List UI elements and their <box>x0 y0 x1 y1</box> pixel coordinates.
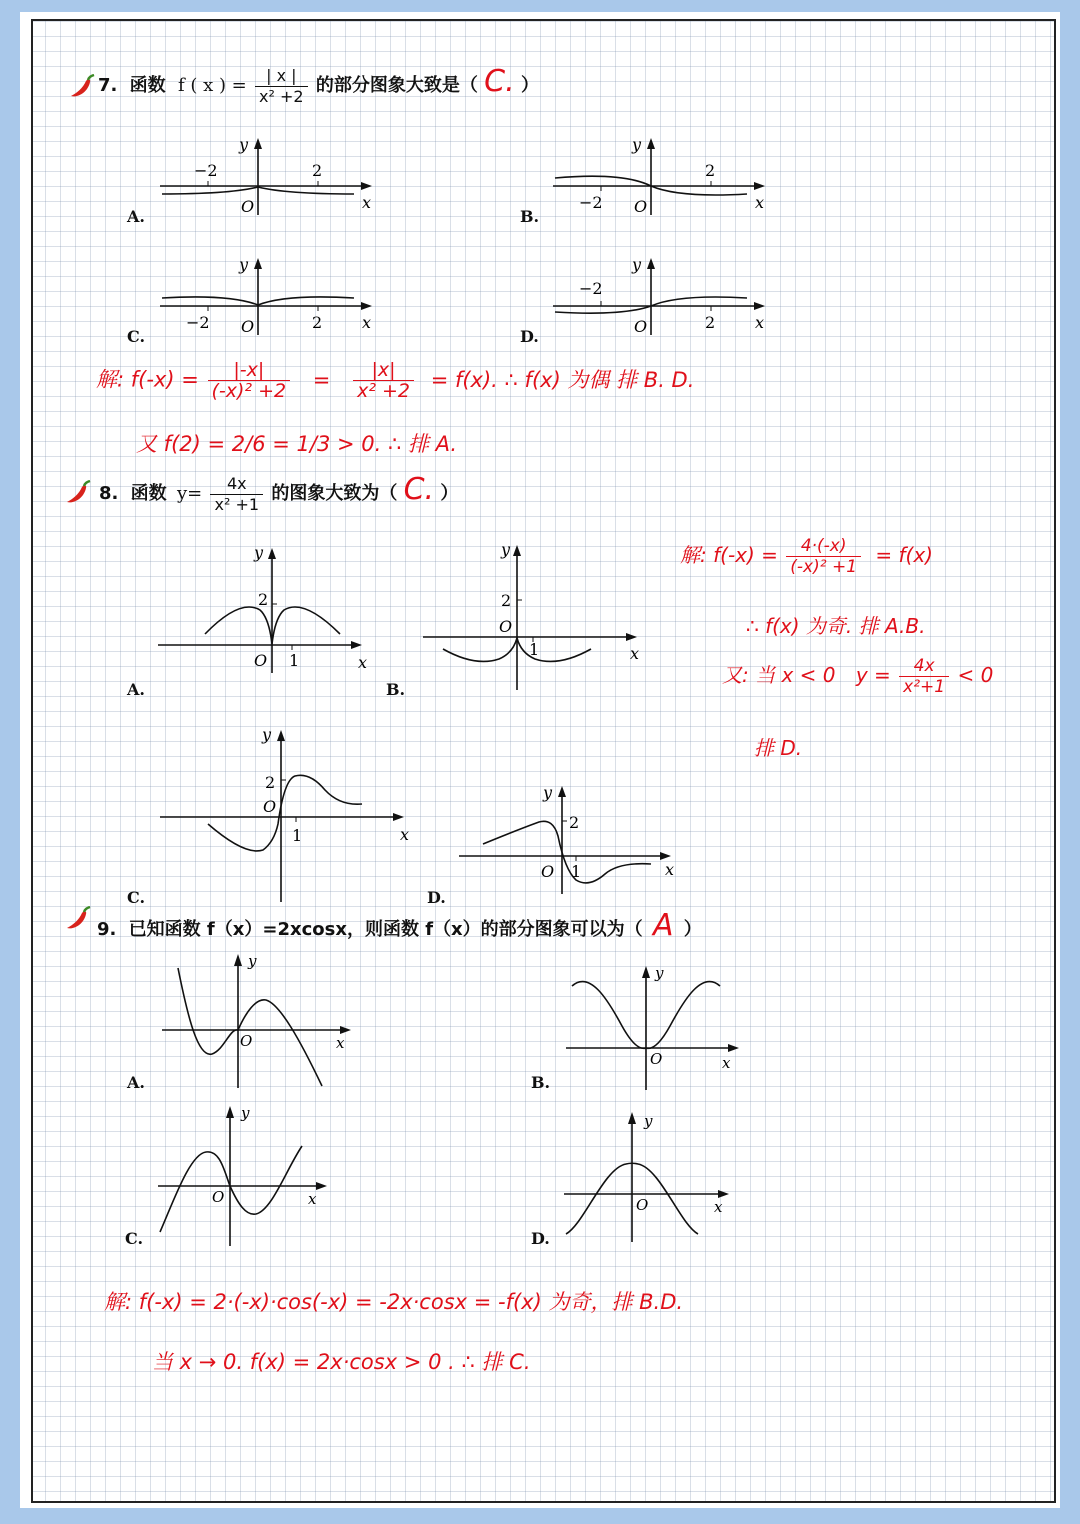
tick-label: 2 <box>312 313 323 332</box>
denominator: x²+1 <box>903 677 946 697</box>
closing-paren: ） <box>440 483 459 504</box>
q9-solution-line2: 当 x → 0. f(x) = 2x·cosx > 0 . ∴ 排 C. <box>152 1350 531 1374</box>
x-axis-label: x <box>755 313 765 332</box>
function-lhs: f ( x ) = <box>177 75 247 96</box>
chili-icon <box>64 480 92 506</box>
question-7 <box>98 64 539 107</box>
x-axis-label: x <box>665 860 675 879</box>
origin-label: O <box>241 197 255 216</box>
numerator: 4x <box>899 656 949 677</box>
solution-text: = f(x). ∴ f(x) 为偶 排 B. D. <box>430 367 695 392</box>
origin-label: O <box>634 197 648 216</box>
question-text: 已知函数 f（x）=2xcosx，则函数 f（x）的部分图象可以为（ <box>128 919 643 940</box>
closing-paren: ） <box>520 75 539 96</box>
option-label: A. <box>127 1073 145 1092</box>
origin-label: O <box>636 1196 649 1214</box>
option-label: A. <box>127 207 145 226</box>
y-axis-label: y <box>644 1112 653 1130</box>
denominator: x² +2 <box>259 86 304 106</box>
tick-label: 1 <box>571 862 582 881</box>
solution-text: < 0 <box>957 663 994 687</box>
question-number: 9. <box>97 919 117 940</box>
tick-label: 2 <box>569 813 580 832</box>
solution-text: 解: f(-x) = <box>96 367 199 392</box>
fraction <box>208 360 291 401</box>
question-number: 7. <box>98 75 118 96</box>
function-lhs: y= <box>176 483 203 504</box>
tick-label: 2 <box>705 313 716 332</box>
q9-graph-b <box>560 960 750 1095</box>
y-axis-label: y <box>632 135 642 154</box>
y-axis-label: y <box>501 540 511 559</box>
origin-label: O <box>650 1050 663 1068</box>
q7-graph-d <box>543 250 783 340</box>
q8-graph-c <box>150 720 420 905</box>
handwritten-answer: C. <box>403 472 435 507</box>
x-axis-label: x <box>358 653 368 672</box>
tick-label: −2 <box>579 193 603 212</box>
q7-solution-line1 <box>96 360 694 401</box>
y-axis-label: y <box>262 725 272 744</box>
origin-label: O <box>240 1032 253 1050</box>
option-label: D. <box>427 888 446 907</box>
tick-label: 1 <box>292 826 303 845</box>
origin-label: O <box>212 1188 225 1206</box>
numerator: | x | <box>255 66 308 87</box>
question-8 <box>99 472 458 515</box>
origin-label: O <box>499 617 513 636</box>
fraction <box>255 66 308 107</box>
tick-label: 2 <box>312 161 323 180</box>
x-axis-label: x <box>362 313 372 332</box>
q8-graph-d <box>455 776 695 896</box>
solution-text: y = <box>855 663 891 687</box>
q7-solution-line2: 又 f(2) = 2/6 = 1/3 > 0. ∴ 排 A. <box>136 432 458 456</box>
x-axis-label: x <box>400 825 410 844</box>
x-axis-label: x <box>630 644 640 663</box>
q9-graph-a <box>150 948 365 1093</box>
q7-graph-c <box>150 250 390 340</box>
fraction <box>353 360 414 401</box>
y-axis-label: y <box>248 952 257 970</box>
numerator: 4·(-x) <box>786 536 861 557</box>
x-axis-label: x <box>336 1034 345 1052</box>
tick-label: 1 <box>529 640 540 659</box>
option-label: C. <box>127 888 146 907</box>
x-axis-label: x <box>308 1190 317 1208</box>
fraction <box>899 656 949 697</box>
option-label: B. <box>520 207 540 226</box>
q8-solution-line4: 排 D. <box>754 736 803 760</box>
fraction <box>786 536 861 577</box>
question-9 <box>97 908 702 943</box>
option-label: C. <box>125 1229 144 1248</box>
chili-icon <box>68 74 96 100</box>
solution-text: 解: f(-x) = <box>680 543 778 567</box>
x-axis-label: x <box>755 193 765 212</box>
handwritten-answer: A <box>652 908 674 943</box>
tick-label: 2 <box>265 773 276 792</box>
handwritten-answer: C. <box>484 64 515 99</box>
question-suffix: 的部分图象大致是（ <box>315 75 478 96</box>
origin-label: O <box>241 317 255 336</box>
tick-label: 1 <box>289 651 300 670</box>
q7-graph-b <box>543 130 783 220</box>
question-prefix: 函数 <box>129 75 166 96</box>
tick-label: 2 <box>705 161 716 180</box>
option-label: C. <box>127 327 146 346</box>
denominator: x² +1 <box>214 494 260 514</box>
q8-graph-a <box>150 538 380 678</box>
q8-solution-line2: ∴ f(x) 为奇. 排 A.B. <box>746 614 926 638</box>
tick-label: 2 <box>258 590 269 609</box>
denominator: x² +2 <box>357 380 410 402</box>
chili-icon <box>64 906 92 932</box>
x-axis-label: x <box>722 1054 731 1072</box>
option-label: B. <box>531 1073 551 1092</box>
q8-solution-line1 <box>680 536 933 577</box>
q8-graph-b <box>415 535 655 695</box>
option-label: A. <box>127 680 145 699</box>
tick-label: 2 <box>501 591 512 610</box>
numerator: |-x| <box>208 360 291 381</box>
x-axis-label: x <box>714 1198 723 1216</box>
solution-text: = <box>312 367 331 392</box>
option-label: D. <box>531 1229 550 1248</box>
origin-label: O <box>263 797 277 816</box>
option-label: D. <box>520 327 539 346</box>
q9-solution-line1: 解: f(-x) = 2·(-x)·cos(-x) = -2x·cosx = -f(x) 为奇，排 B.D. <box>104 1290 684 1314</box>
q9-graph-c <box>150 1100 340 1250</box>
numerator: |x| <box>353 360 414 381</box>
q9-graph-d <box>560 1106 745 1246</box>
tick-label: −2 <box>579 279 603 298</box>
question-number: 8. <box>99 483 119 504</box>
numerator: 4x <box>210 474 263 495</box>
tick-label: −2 <box>186 313 210 332</box>
y-axis-label: y <box>543 783 553 802</box>
y-axis-label: y <box>239 255 249 274</box>
tick-label: −2 <box>194 161 218 180</box>
y-axis-label: y <box>239 135 249 154</box>
y-axis-label: y <box>632 255 642 274</box>
fraction <box>210 474 263 515</box>
y-axis-label: y <box>254 543 264 562</box>
y-axis-label: y <box>241 1104 250 1122</box>
origin-label: O <box>541 862 555 881</box>
y-axis-label: y <box>655 964 664 982</box>
q7-graph-a <box>150 130 390 220</box>
question-prefix: 函数 <box>130 483 167 504</box>
solution-text: 又: 当 x < 0 <box>722 663 836 687</box>
solution-text: = f(x) <box>875 543 933 567</box>
origin-label: O <box>634 317 648 336</box>
denominator: (-x)² +2 <box>211 380 287 402</box>
closing-paren: ） <box>683 919 702 940</box>
origin-label: O <box>254 651 268 670</box>
x-axis-label: x <box>362 193 372 212</box>
question-suffix: 的图象大致为（ <box>271 483 398 504</box>
option-label: B. <box>386 680 406 699</box>
q8-solution-line3 <box>722 656 993 697</box>
denominator: (-x)² +1 <box>790 557 858 577</box>
